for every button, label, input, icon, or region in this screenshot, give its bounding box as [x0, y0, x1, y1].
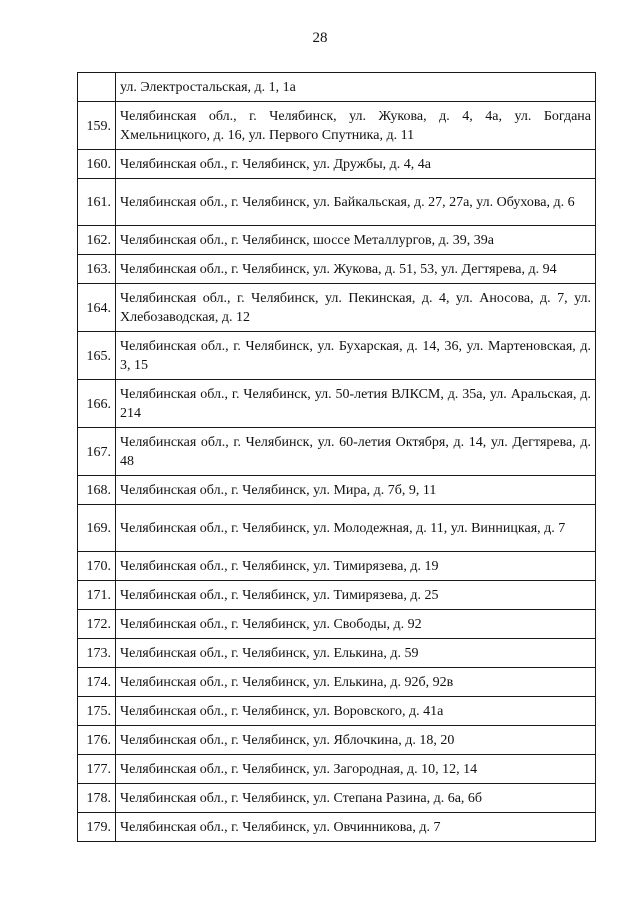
row-number: 172. [78, 610, 116, 639]
table-row [78, 179, 596, 226]
row-number: 159. [78, 102, 116, 150]
table-row [78, 255, 596, 284]
table-row [78, 668, 596, 697]
address-cell: Челябинская обл., г. Челябинск, ул. Дружбы, д. 4, 4а [116, 150, 596, 179]
address-cell: Челябинская обл., г. Челябинск, ул. Мира, д. 7б, 9, 11 [116, 476, 596, 505]
table-row [78, 476, 596, 505]
table-row [78, 505, 596, 552]
table-row [78, 332, 596, 380]
row-number: 166. [78, 380, 116, 428]
table-row [78, 755, 596, 784]
row-number: 173. [78, 639, 116, 668]
address-cell: Челябинская обл., г. Челябинск, шоссе Металлургов, д. 39, 39а [116, 226, 596, 255]
row-number: 179. [78, 813, 116, 842]
address-cell: Челябинская обл., г. Челябинск, ул. Байкальская, д. 27, 27а, ул. Обухова, д. 6 [116, 179, 596, 226]
address-cell: Челябинская обл., г. Челябинск, ул. Тимирязева, д. 19 [116, 552, 596, 581]
address-cell: Челябинская обл., г. Челябинск, ул. Свободы, д. 92 [116, 610, 596, 639]
address-cell: Челябинская обл., г. Челябинск, ул. Воровского, д. 41а [116, 697, 596, 726]
row-number: 161. [78, 179, 116, 226]
row-number: 169. [78, 505, 116, 552]
row-number: 162. [78, 226, 116, 255]
row-number: 165. [78, 332, 116, 380]
row-number: 177. [78, 755, 116, 784]
row-number: 164. [78, 284, 116, 332]
table-row [78, 697, 596, 726]
address-cell: Челябинская обл., г. Челябинск, ул. Елькина, д. 59 [116, 639, 596, 668]
address-table [77, 72, 596, 842]
address-cell: Челябинская обл., г. Челябинск, ул. Степана Разина, д. 6а, 6б [116, 784, 596, 813]
address-cell: Челябинская обл., г. Челябинск, ул. Пекинская, д. 4, ул. Аносова, д. 7, ул. Хлебозаводская, д. 12 [116, 284, 596, 332]
table-row [78, 150, 596, 179]
row-number: 175. [78, 697, 116, 726]
row-number: 171. [78, 581, 116, 610]
row-number: 168. [78, 476, 116, 505]
table-row [78, 380, 596, 428]
row-number: 174. [78, 668, 116, 697]
row-number: 178. [78, 784, 116, 813]
row-number: 163. [78, 255, 116, 284]
address-cell: Челябинская обл., г. Челябинск, ул. Загородная, д. 10, 12, 14 [116, 755, 596, 784]
table-row [78, 226, 596, 255]
table-row [78, 102, 596, 150]
table-row [78, 784, 596, 813]
address-cell: ул. Электростальская, д. 1, 1а [116, 73, 596, 102]
address-cell: Челябинская обл., г. Челябинск, ул. 50-летия ВЛКСМ, д. 35а, ул. Аральская, д. 214 [116, 380, 596, 428]
address-cell: Челябинская обл., г. Челябинск, ул. Жукова, д. 51, 53, ул. Дегтярева, д. 94 [116, 255, 596, 284]
row-number: 176. [78, 726, 116, 755]
table-row [78, 581, 596, 610]
table-row [78, 73, 596, 102]
row-number: 167. [78, 428, 116, 476]
table-row [78, 552, 596, 581]
table-row [78, 428, 596, 476]
address-cell: Челябинская обл., г. Челябинск, ул. Елькина, д. 92б, 92в [116, 668, 596, 697]
table-row [78, 726, 596, 755]
address-cell: Челябинская обл., г. Челябинск, ул. 60-летия Октября, д. 14, ул. Дегтярева, д. 48 [116, 428, 596, 476]
address-cell: Челябинская обл., г. Челябинск, ул. Яблочкина, д. 18, 20 [116, 726, 596, 755]
address-cell: Челябинская обл., г. Челябинск, ул. Овчинникова, д. 7 [116, 813, 596, 842]
page-number: 28 [312, 30, 328, 46]
row-number: 170. [78, 552, 116, 581]
address-cell: Челябинская обл., г. Челябинск, ул. Жукова, д. 4, 4а, ул. Богдана Хмельницкого, д. 16, ул. Первого Спутника, д. 11 [116, 102, 596, 150]
table-row [78, 639, 596, 668]
address-cell: Челябинская обл., г. Челябинск, ул. Бухарская, д. 14, 36, ул. Мартеновская, д. 3, 15 [116, 332, 596, 380]
table-row [78, 284, 596, 332]
row-number: 160. [78, 150, 116, 179]
row-number [78, 73, 116, 102]
address-cell: Челябинская обл., г. Челябинск, ул. Молодежная, д. 11, ул. Винницкая, д. 7 [116, 505, 596, 552]
table-row [78, 610, 596, 639]
address-cell: Челябинская обл., г. Челябинск, ул. Тимирязева, д. 25 [116, 581, 596, 610]
table-row [78, 813, 596, 842]
